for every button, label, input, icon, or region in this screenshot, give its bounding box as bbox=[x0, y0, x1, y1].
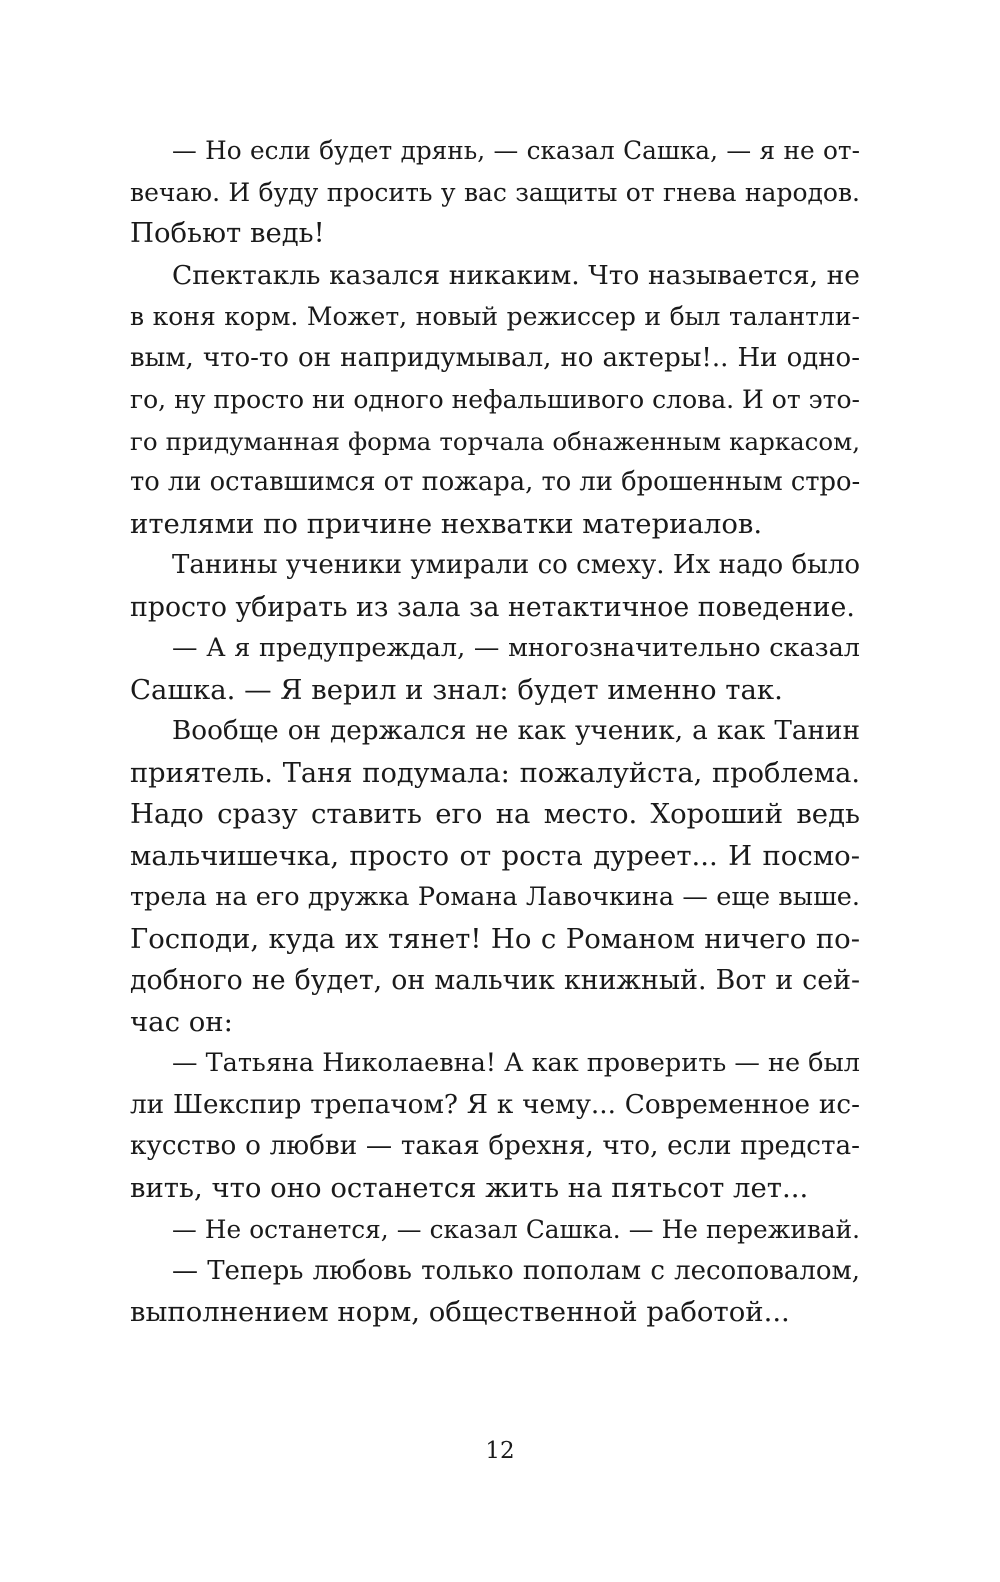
text-line: Спектакль казался никаким. Что называется, не bbox=[172, 259, 860, 291]
text-line: добного не будет, он мальчик книжный. Вот и сей- bbox=[130, 965, 860, 996]
text-line: Сашка. — Я верил и знал: будет именно так. bbox=[130, 673, 783, 706]
text-line: Господи, куда их тянет! Но с Романом ничего по- bbox=[130, 922, 860, 955]
text-line: то ли оставшимся от пожара, то ли брошенным стро- bbox=[130, 467, 861, 497]
text-line: мальчишечка, просто от роста дуреет... И посмо- bbox=[130, 839, 860, 872]
text-line: выполнением норм, общественной работой... bbox=[130, 1296, 790, 1328]
text-line: — Но если будет дрянь, — сказал Сашка, — я не от- bbox=[172, 136, 860, 165]
text-line: час он: bbox=[130, 1005, 233, 1038]
text-line: го, ну просто ни одного нефальшивого слова. И от это- bbox=[130, 385, 860, 414]
text-line: вечаю. И буду просить у вас защиты от гнева народов. bbox=[130, 177, 860, 207]
text-line: Побьют ведь! bbox=[130, 217, 325, 249]
text-line: вым, что-то он напридумывал, но актеры!.. Ни одно- bbox=[130, 342, 860, 373]
text-line: трела на его дружка Романа Лавочкина — еще выше. bbox=[130, 882, 860, 912]
text-line: Надо сразу ставить его на место. Хороший ведь bbox=[130, 798, 860, 830]
text-line: ли Шекспир трепачом? Я к чему... Современное ис- bbox=[130, 1089, 860, 1120]
text-line: просто убирать из зала за нетактичное поведение. bbox=[130, 591, 855, 623]
text-line: кусство о любви — такая брехня, что, если предста- bbox=[130, 1131, 860, 1161]
text-line: Вообще он держался не как ученик, а как Танин bbox=[172, 716, 860, 746]
text-line: ителями по причине нехватки материалов. bbox=[130, 507, 763, 540]
text-line: Танины ученики умирали со смеху. Их надо было bbox=[172, 550, 860, 580]
page-number: 12 bbox=[485, 1438, 515, 1464]
text-line: в коня корм. Может, новый режиссер и был талантли- bbox=[130, 302, 860, 331]
text-line: го придуманная форма торчала обнаженным каркасом, bbox=[130, 426, 860, 456]
text-line: вить, что оно останется жить на пятьсот лет... bbox=[130, 1171, 809, 1204]
text-line: — Теперь любовь только пополам с лесоповалом, bbox=[172, 1255, 860, 1286]
text-line: приятель. Таня подумала: пожалуйста, проблема. bbox=[130, 757, 860, 789]
text-line: — А я предупреждал, — многозначительно сказал bbox=[172, 633, 860, 663]
text-line: — Не останется, — сказал Сашка. — Не переживай. bbox=[172, 1215, 860, 1244]
text-line: — Татьяна Николаевна! А как проверить — не был bbox=[172, 1048, 860, 1078]
body-text bbox=[130, 130, 860, 1334]
